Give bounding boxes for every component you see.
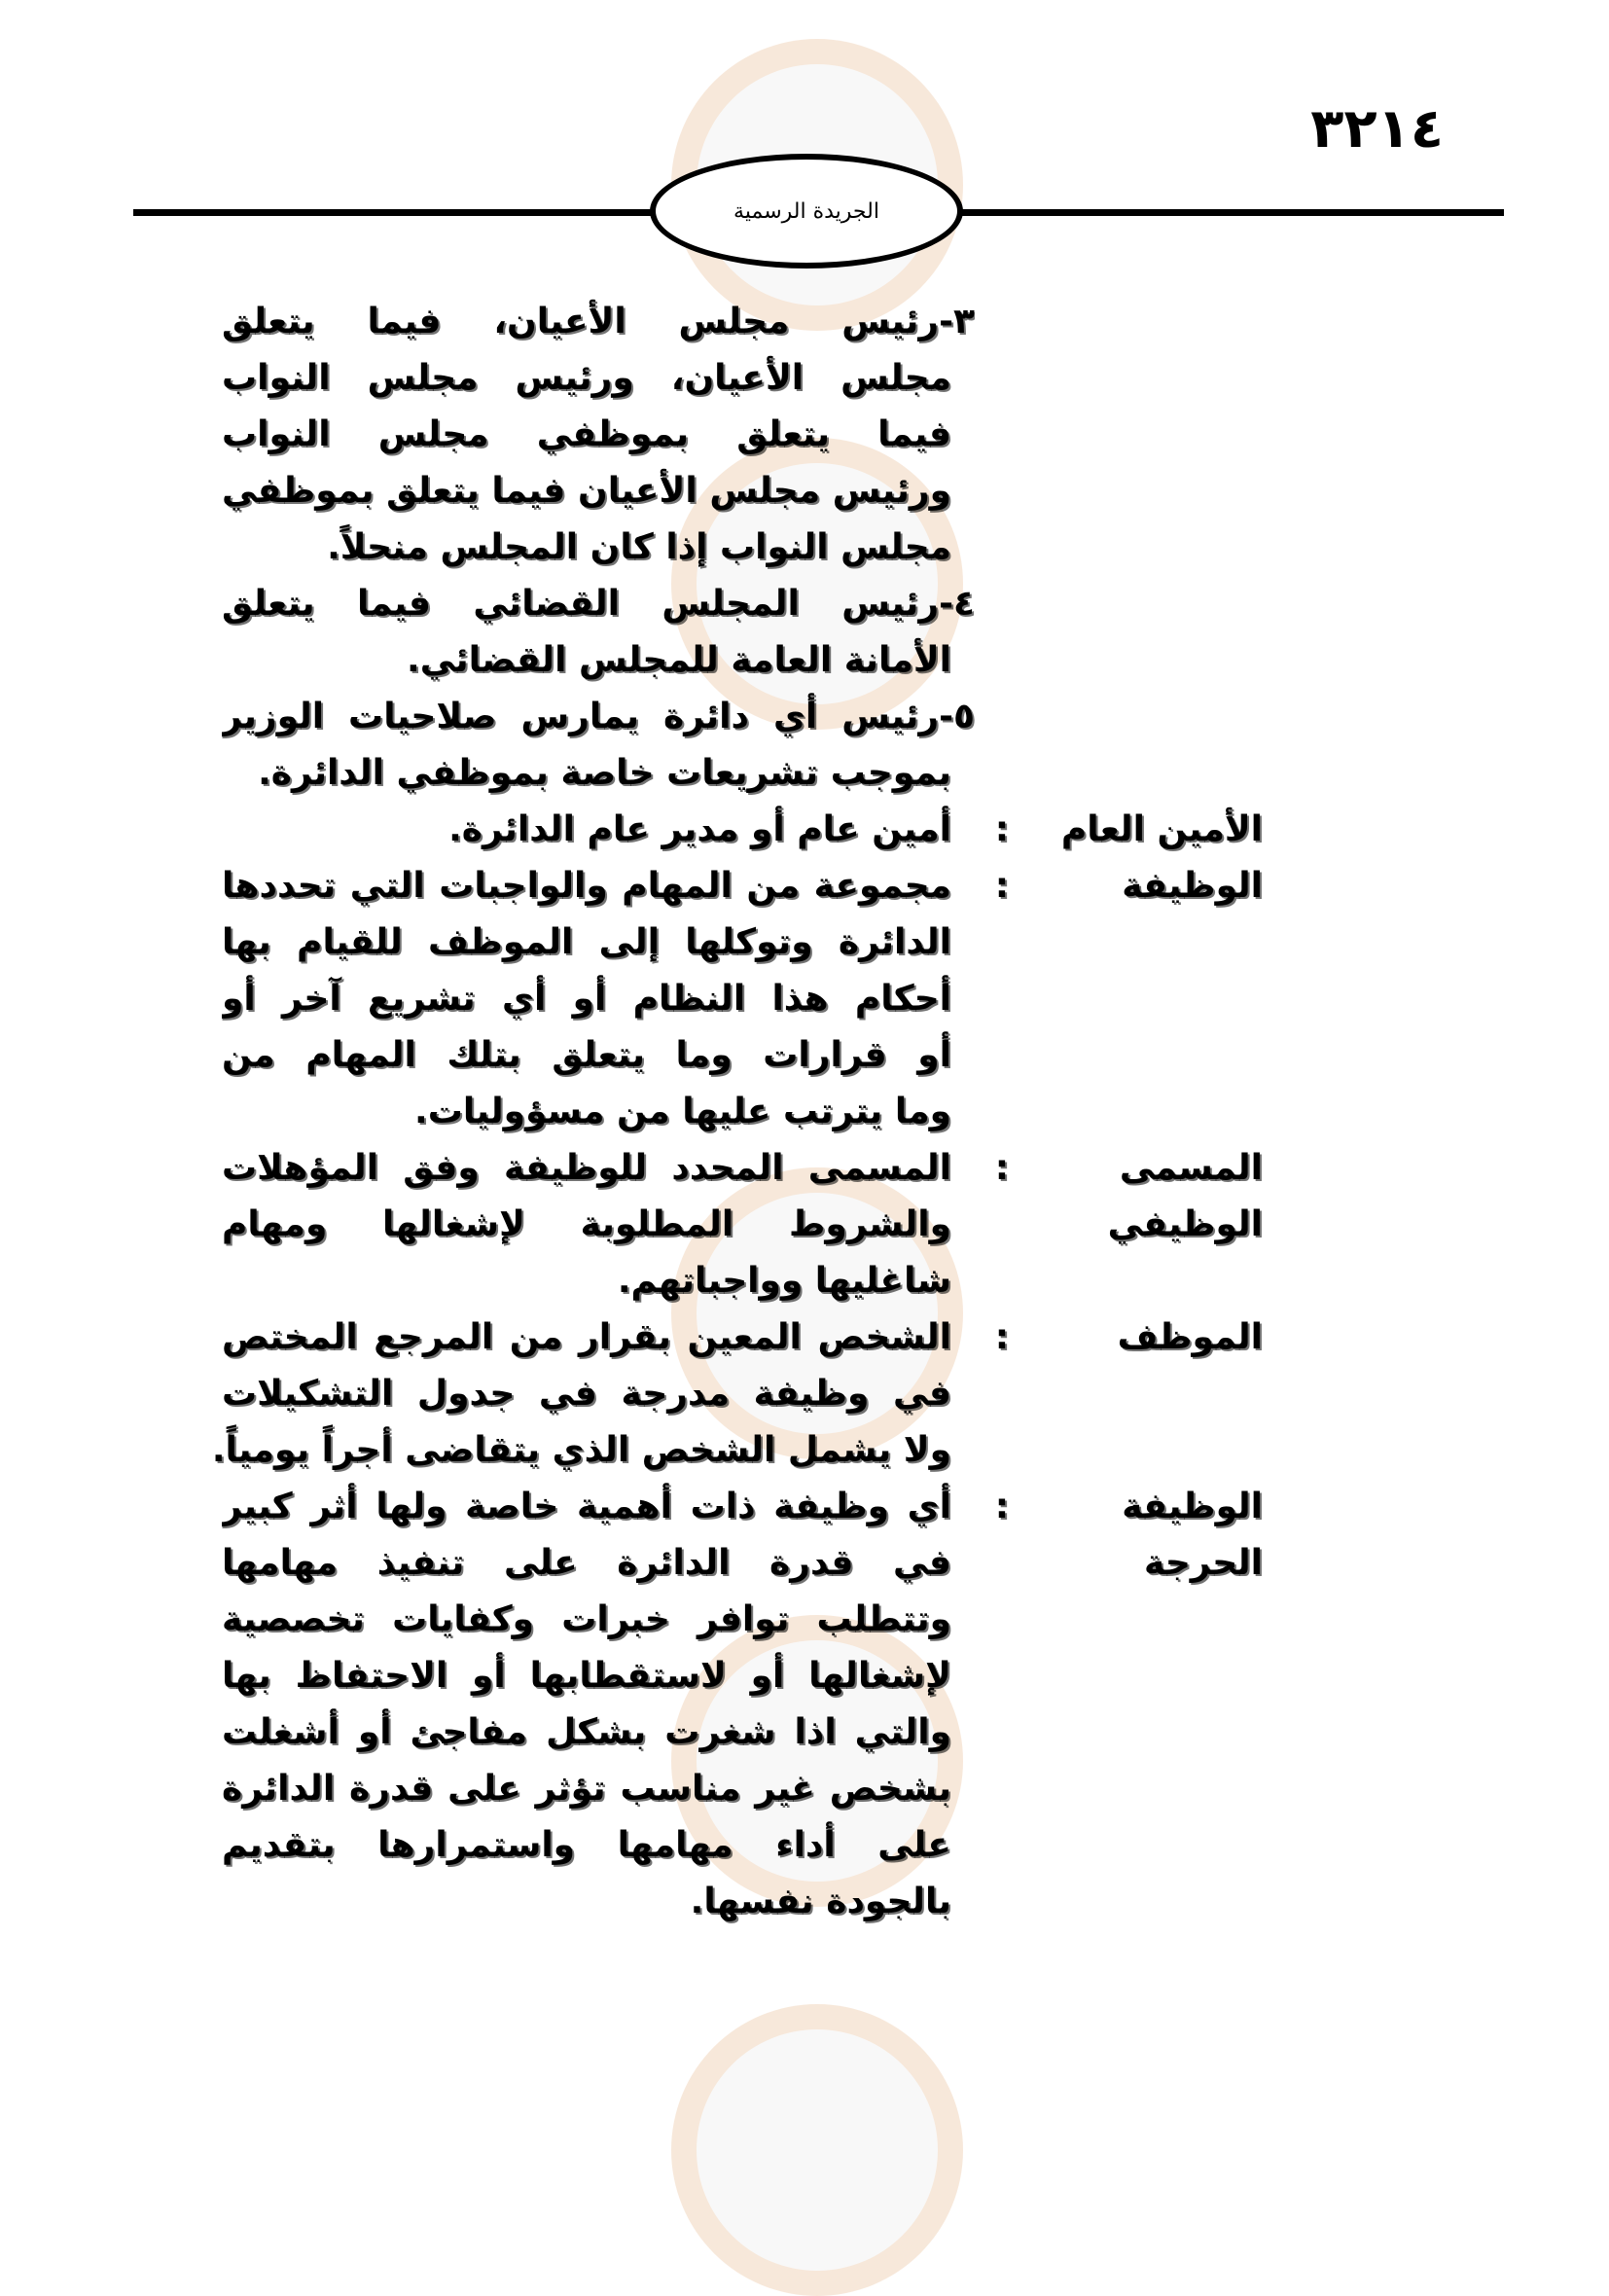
definition-term: الموظف [1117,1317,1263,1357]
definition-colon: : [994,809,1010,849]
definition-colon: : [994,866,1010,906]
numbered-item-line: فيما يتعلق بموظفي مجلس النواب [222,414,951,454]
definition-text-line: أي وظيفة ذات أهمية خاصة ولها أثر كبير [222,1487,951,1526]
numbered-item-line: مجلس الأعيان، ورئيس مجلس النواب [222,358,951,398]
page-number: ٣٢١٤ [1310,97,1444,161]
definition-text-line: وما يترتب عليها من مسؤوليات. [414,1092,951,1131]
definition-text-line: والشروط المطلوبة لإشغالها ومهام [222,1204,951,1244]
watermark-clock-icon [671,2004,963,2296]
definition-text-line: في قدرة الدائرة على تنفيذ مهامها [222,1543,951,1583]
definition-term: الوظيفي [1107,1204,1263,1244]
definition-colon: : [994,1148,1010,1188]
definition-colon: : [994,1487,1010,1526]
numbered-item-line: ٣-رئيس مجلس الأعيان، فيما يتعلق [222,302,975,341]
definition-text-line: شاغليها وواجباتهم. [617,1261,951,1301]
numbered-item-line: ورئيس مجلس الأعيان فيما يتعلق بموظفي [222,471,951,511]
definition-text-line: الشخص المعين بقرار من المرجع المختص [222,1317,951,1357]
numbered-item-line: ٥-رئيس أي دائرة يمارس صلاحيات الوزير [222,697,975,736]
definition-colon: : [994,1317,1010,1357]
definition-text-line: ولا يشمل الشخص الذي يتقاضى أجراً يومياً. [211,1430,951,1470]
gazette-title-oval [650,154,963,269]
numbered-item-line: بموجب تشريعات خاصة بموظفي الدائرة. [258,753,951,793]
definition-text-line: لإشغالها أو لاستقطابها أو الاحتفاظ بها [222,1656,951,1696]
definition-text-line: على أداء مهامها واستمرارها بتقديم [222,1825,951,1865]
definition-text-line: المسمى المحدد للوظيفة وفق المؤهلات [222,1148,951,1188]
definition-text-line: أمين عام أو مدير عام الدائرة. [448,809,951,849]
definition-text-line: بشخص غير مناسب تؤثر على قدرة الدائرة [222,1769,951,1809]
gazette-title: الجريدة الرسمية [733,198,879,224]
definition-text-line: مجموعة من المهام والواجبات التي تحددها [222,866,951,906]
definition-term: المسمى [1119,1148,1263,1188]
numbered-item-line: مجلس النواب إذا كان المجلس منحلاً. [327,527,951,567]
definition-term: الحرجة [1144,1543,1263,1583]
definition-term: الوظيفة [1122,866,1263,906]
definition-term: الأمين العام [1060,809,1263,849]
definition-text-line: بالجودة نفسها. [690,1882,951,1921]
definition-text-line: وتتطلب توافر خبرات وكفايات تخصصية [222,1599,951,1639]
definition-text-line: الدائرة وتوكلها إلى الموظف للقيام بها [222,922,951,962]
definition-text-line: أحكام هذا النظام أو أي تشريع آخر أو [222,979,951,1019]
numbered-item-line: الأمانة العامة للمجلس القضائي. [407,640,951,680]
definition-term: الوظيفة [1122,1487,1263,1526]
definition-text-line: في وظيفة مدرجة في جدول التشكيلات [222,1374,951,1414]
numbered-item-line: ٤-رئيس المجلس القضائي فيما يتعلق [222,584,975,624]
definition-text-line: والتي اذا شغرت بشكل مفاجئ أو أشغلت [222,1712,951,1752]
definition-text-line: أو قرارات وما يتعلق بتلك المهام من [222,1035,951,1075]
